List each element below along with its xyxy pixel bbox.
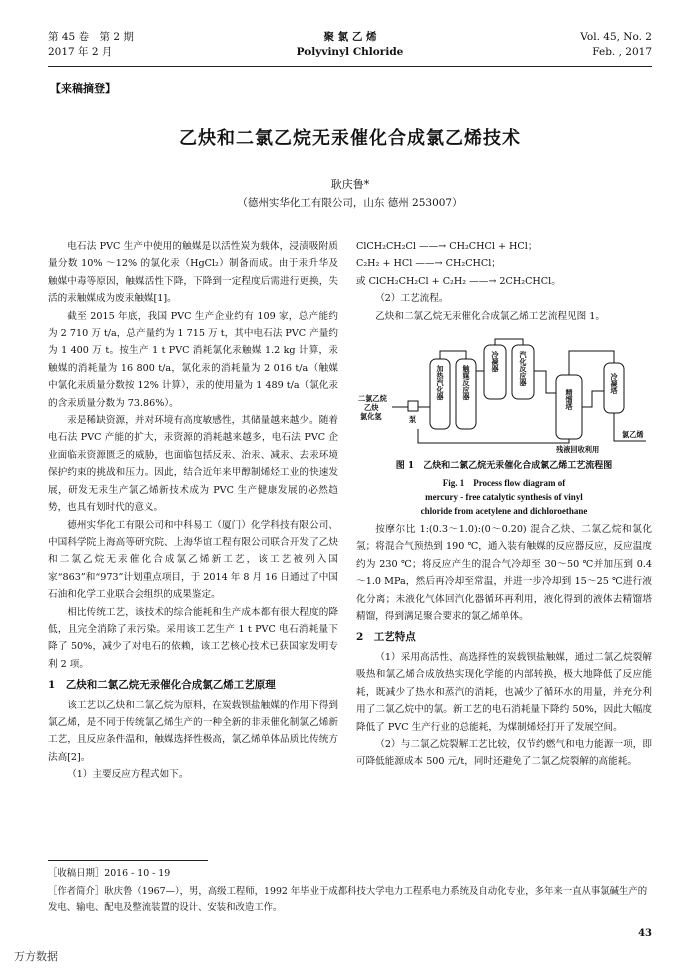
journal-name-cn: 聚 氯 乙 烯 [323,31,377,43]
recycle-line [418,429,569,443]
right-column [356,238,652,771]
heater-to-reactor-line [440,351,466,359]
cooler-to-reactor2-line [495,339,523,345]
paragraph: （2）工艺流程。 [375,293,449,305]
reflux-line [582,391,604,407]
label-recycle: 残液回收利用 [556,445,600,454]
equation: ClCH₂CH₂Cl ——→ CH₂CHCl + HCl； [356,241,538,252]
paragraph: 按摩尔比 1:(0.3～1.0):(0～0.20) 混合乙炔、二氯乙烷和氯化氢；将混合气预热到 190 ℃，通入装有触媒的反应器反应，反应温度约为 230 ℃；将反应产生的混合气冷却至 30～50 ℃并加压到 0.4～1.0 MPa，然后再冷却至常温，并进一步冷却到 15～25 ℃进行液化分离；未液化气体回汽化器循环再利用，液化得到的液体去精馏塔精馏，得到满足聚合要求的氯乙烯单体。 [356,524,652,623]
date-en: Feb. , 2017 [592,46,652,58]
label-reactor2: 汽化反应器 [519,351,527,387]
footnote-received: ［收稿日期］2016 - 10 - 19 [48,868,171,879]
left-column [48,238,338,784]
process-flow-figure [356,331,652,453]
label-cooler: 冷凝器 [491,351,499,373]
header-right [580,30,652,60]
journal-name-en: Polyvinyl Chloride [296,46,404,58]
volume-en: Vol. 45, No. 2 [580,31,652,43]
section-heading: 1 乙炔和二氯乙烷无汞催化合成氯乙烯工艺原理 [48,679,276,692]
footnote-rule [48,860,208,861]
paragraph: 德州实华化工有限公司和中科易工（厦门）化学科技有限公司、中国科学院上海高等研究院、上海华谊工程有限公司联合开发了乙炔和二氯乙烷无汞催化合成氯乙烯新工艺，该工艺被列入国家“863”和“973”计划重点项目，于 2014 年 8 月 16 日通过了中国石油和化学工业联合会组织的成果鉴定。 [48,519,338,601]
author: 耿庆鲁* [330,178,370,191]
running-header [48,30,652,64]
affiliation: （德州实华化工有限公司，山东 德州 253007） [237,197,463,209]
label-product: 氯乙烯 [622,430,644,440]
label-heater: 加热汽化器 [436,365,444,401]
pump-box [408,401,418,411]
paragraph: （1）主要反应方程式如下。 [67,769,189,781]
equation: 或 ClCH₂CH₂Cl + C₂H₂ ——→ 2CH₂CHCl。 [356,275,561,287]
page-number: 43 [638,928,652,939]
watermark: 万方数据 [14,950,58,963]
date-cn: 2017 年 2 月 [48,46,113,58]
paragraph: （1）采用高活性、高选择性的炭载钡盐触媒，通过二氯乙烷裂解吸热和氯乙烯合成放热实现化学能的内部转换，极大地降低了反应能耗，既减少了热水和蒸汽的消耗，也减少了循环水的用量，并充分利用了二氯乙烷中的氯。新工艺的电石消耗量下降约 50%，因此大幅度降低了 PVC 生产行业的总能耗，为煤制烯烃打开了发展空间。 [356,651,652,733]
process-flow-diagram [356,331,652,453]
label-separator: 精馏塔 [565,389,573,411]
label-inlet: 二氯乙烷 [358,394,387,404]
paragraph: （2）与二氯乙烷裂解工艺比较，仅节约燃气和电力能源一项，即可降低能源成本 500 元/t，同时还避免了二氯乙烷裂解的高能耗。 [356,738,652,768]
equation: C₂H₂ + HCl ——→ CH₂CHCl； [356,258,501,270]
label-pump: 泵 [409,415,417,425]
article-title: 乙炔和二氯乙烷无汞催化合成氯乙烯技术 [179,128,521,149]
volume-cn: 第 45 卷 第 2 期 [48,31,134,43]
paragraph: 相比传统工艺，该技术的综合能耗和生产成本都有很大程度的降低，且完全消除了汞污染。采用该工艺生产 1 t PVC 电石消耗量下降了 50%，减少了对电石的依赖，该工艺核心技术已获国家发明专利 2 项。 [48,606,338,670]
figure-caption-cn: 图 1 乙炔和二氯乙烷无汞催化合成氯乙烯工艺流程图 [395,461,613,472]
header-rule [48,66,652,67]
label-reactor1: 触媒反应器 [462,365,470,401]
paragraph: 乙炔和二氯乙烷无汞催化合成氯乙烯工艺流程见图 1。 [375,310,605,322]
paragraph: 截至 2015 年底，我国 PVC 生产企业约有 109 家，总产能约为 2 710 万 t/a，总产量约为 1 715 万 t，其中电石法 PVC 产量约为 1 400 万 t。按生产 1 t PVC 消耗氯化汞触媒 1.2 kg 计算，汞触媒的消耗量为 16 800 t/a，氯化汞的消耗量为 2 016 t/a（触媒中氯化汞质量分数按 12% 计算），汞的使用量为 1 489 t/a（氯化汞的含汞质量分数为 73.86%）。 [48,310,338,409]
to-coldsep-line [569,351,614,375]
paragraph: 汞是稀缺资源，并对环境有高度敏感性，其储量越来越少。随着电石法 PVC 产能的扩大，汞资源的消耗越来越多，电石法 PVC 企业面临汞资源匮乏的威胁，也面临包括反汞、治汞、减汞、去汞环境保护约束的挑战和压力。因此，结合近年来甲醇制烯烃工业的快速发展，研发无汞生产氯乙烯新技术成为 PVC 生产健康发展的必然趋势，也具有划时代的意义。 [48,415,338,514]
section-heading: 2 工艺特点 [356,631,416,644]
header-center [48,30,652,60]
caption-line: Fig. 1 Process flow diagram of [442,478,566,489]
section-tag: 【来稿摘登】 [50,82,116,95]
footnote-bio: ［作者简介］耿庆鲁（1967—），男，高级工程师，1992 年毕业于成都科技大学电力工程系电力系统及自动化专业，多年来一直从事氯碱生产的发电、输电、配电及整流装置的设计、安装和改造工作。 [48,886,648,913]
label-coldsep: 冷凝塔 [610,373,618,395]
label-inlet2: 乙炔 [364,403,379,413]
label-inlet3: 氯化氢 [360,412,382,422]
caption-line: chloride from acetylene and dichloroethane [420,506,588,517]
paragraph: 该工艺以乙炔和二氯乙烷为原料，在炭载钡盐触媒的作用下得到氯乙烯，是不同于传统氯乙烯生产的一种全新的非汞催化制氯乙烯新工艺，且反应条件温和，触媒选择性极高，氯乙烯单体品质比传统方法高[2]。 [48,699,338,763]
caption-line: mercury - free catalytic synthesis of vinyl [425,492,583,503]
to-separator-line [534,371,556,393]
figure-caption-en [356,476,652,518]
paragraph: 电石法 PVC 生产中使用的触媒是以活性炭为载体，浸渍吸附质量分数 10% ～12% 的氯化汞（HgCl₂）制备而成。由于汞升华及触媒中毒等原因，触媒活性下降，下降到一定程度后需进行更换，失活的汞触媒成为废汞触媒[1]。 [48,241,338,305]
